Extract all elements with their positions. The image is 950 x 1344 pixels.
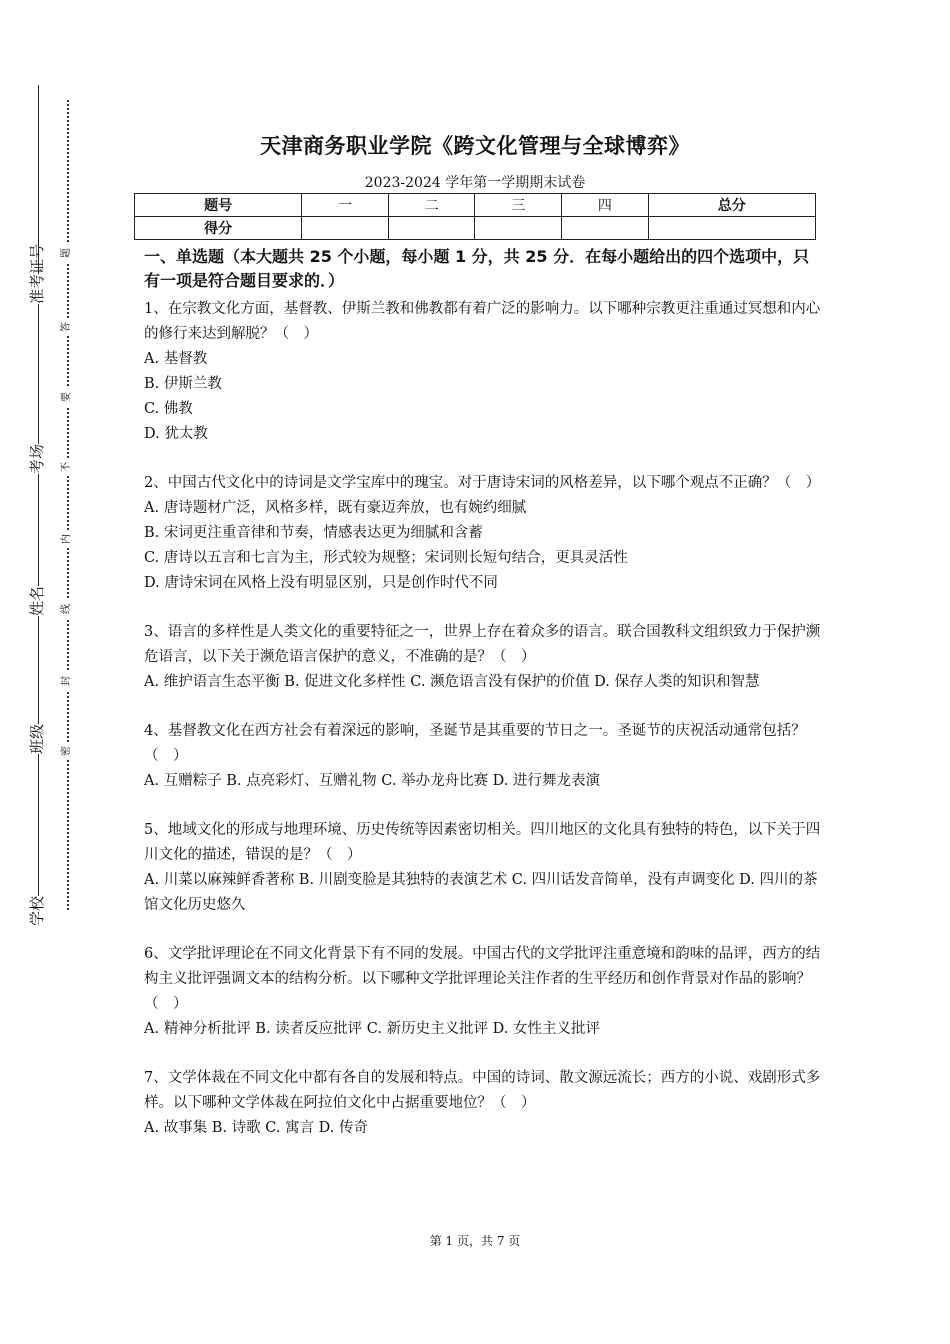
binding-solid-line bbox=[38, 85, 39, 910]
question-option: C. 佛教 bbox=[144, 401, 193, 417]
score-header-cell: 总分 bbox=[648, 194, 815, 217]
label-exam-room: 考场 bbox=[28, 443, 46, 474]
question-stem: 3、语言的多样性是人类文化的重要特征之一，世界上存在着众多的语言。联合国教科文组织致力于保护濒危语言，以下关于濒危语言保护的意义，不准确的是？（ ） bbox=[144, 624, 821, 665]
question-option: A. 故事集 B. 诗歌 C. 寓言 D. 传奇 bbox=[144, 1120, 369, 1136]
score-input-cell[interactable] bbox=[302, 217, 389, 240]
question-option: A. 精神分析批评 B. 读者反应批评 C. 新历史主义批评 D. 女性主义批评 bbox=[144, 1021, 601, 1037]
question-item bbox=[144, 719, 824, 794]
score-row-label: 得分 bbox=[135, 217, 302, 240]
question-option: D. 唐诗宋词在风格上没有明显区别，只是创作时代不同 bbox=[144, 575, 498, 591]
question-item bbox=[144, 620, 824, 695]
seal-char: 线 bbox=[58, 600, 76, 618]
section-heading: 一、单选题（本大题共 25 个小题，每小题 1 分，共 25 分．在每小题给出的四个选项中，只有一项是符合题目要求的．） bbox=[144, 247, 810, 290]
question-stem: 4、基督教文化在西方社会有着深远的影响，圣诞节是其重要的节日之一。圣诞节的庆祝活动通常包括？（ ） bbox=[144, 723, 806, 764]
score-table-score-row bbox=[135, 217, 816, 240]
question-stem: 1、在宗教文化方面，基督教、伊斯兰教和佛教都有着广泛的影响力。以下哪种宗教更注重通过冥想和内心的修行来达到解脱？（ ） bbox=[144, 301, 821, 342]
score-header-cell: 三 bbox=[475, 194, 562, 217]
question-option: B. 宋词更注重音律和节奏，情感表达更为细腻和含蓄 bbox=[144, 525, 483, 541]
score-input-cell[interactable] bbox=[475, 217, 562, 240]
seal-char: 封 bbox=[58, 672, 76, 690]
score-header-cell: 一 bbox=[302, 194, 389, 217]
label-exam-number: 准考证号 bbox=[28, 243, 46, 304]
question-option: A. 基督教 bbox=[144, 351, 208, 367]
question-item bbox=[144, 471, 824, 596]
page-title: 天津商务职业学院《跨文化管理与全球博弈》 bbox=[260, 134, 690, 158]
seal-char: 题 bbox=[58, 244, 76, 262]
binding-margin bbox=[0, 0, 80, 1344]
question-option: A. 川菜以麻辣鲜香著称 B. 川剧变脸是其独特的表演艺术 C. 四川话发音简单，没有声调变化 D. 四川的茶馆文化历史悠久 bbox=[144, 872, 818, 913]
question-stem: 2、中国古代文化中的诗词是文学宝库中的瑰宝。对于唐诗宋词的风格差异，以下哪个观点不正确？（ ） bbox=[144, 475, 821, 491]
binding-dotted-line bbox=[67, 100, 69, 910]
question-option: D. 犹太教 bbox=[144, 426, 208, 442]
question-stem: 7、文学体裁在不同文化中都有各自的发展和特点。中国的诗词、散文源远流长；西方的小说、戏剧形式多样。以下哪种文学体裁在阿拉伯文化中占据重要地位？（ ） bbox=[144, 1070, 821, 1111]
score-header-cell: 二 bbox=[388, 194, 475, 217]
question-item bbox=[144, 942, 824, 1042]
question-item bbox=[144, 818, 824, 918]
question-option: A. 唐诗题材广泛，风格多样，既有豪迈奔放，也有婉约细腻 bbox=[144, 500, 527, 516]
score-table-header-row bbox=[135, 194, 816, 217]
seal-char: 内 bbox=[58, 530, 76, 548]
seal-char: 密 bbox=[58, 742, 76, 760]
question-option: C. 唐诗以五言和七言为主，形式较为规整；宋词则长短句结合，更具灵活性 bbox=[144, 550, 628, 566]
question-option: B. 伊斯兰教 bbox=[144, 376, 222, 392]
label-school: 学校 bbox=[28, 895, 46, 926]
question-option: A. 互赠粽子 B. 点亮彩灯、互赠礼物 C. 举办龙舟比赛 D. 进行舞龙表演 bbox=[144, 773, 601, 789]
score-input-cell[interactable] bbox=[388, 217, 475, 240]
question-item bbox=[144, 1066, 824, 1141]
page-subtitle: 2023-2024 学年第一学期期末试卷 bbox=[364, 175, 586, 191]
score-header-cell: 题号 bbox=[135, 194, 302, 217]
score-input-cell[interactable] bbox=[562, 217, 649, 240]
question-stem: 6、文学批评理论在不同文化背景下有不同的发展。中国古代的文学批评注重意境和韵味的品评，西方的结构主义批评强调文本的结构分析。以下哪种文学批评理论关注作者的生平经历和创作背景对作品的影响？（ ） bbox=[144, 946, 821, 1012]
label-class: 班级 bbox=[28, 723, 46, 754]
question-item bbox=[144, 297, 824, 447]
question-stem: 5、地域文化的形成与地理环境、历史传统等因素密切相关。四川地区的文化具有独特的特色，以下关于四川文化的描述，错误的是？（ ） bbox=[144, 822, 821, 863]
seal-char: 不 bbox=[58, 458, 76, 476]
score-input-cell[interactable] bbox=[648, 217, 815, 240]
seal-char: 答 bbox=[58, 318, 76, 336]
seal-char: 要 bbox=[58, 388, 76, 406]
label-name: 姓名 bbox=[28, 585, 46, 616]
score-table bbox=[134, 193, 816, 240]
question-section bbox=[144, 245, 824, 1141]
page-footer: 第 1 页，共 7 页 bbox=[429, 1234, 521, 1248]
question-option: A. 维护语言生态平衡 B. 促进文化多样性 C. 濒危语言没有保护的价值 D. 保存人类的知识和智慧 bbox=[144, 674, 760, 690]
score-header-cell: 四 bbox=[562, 194, 649, 217]
